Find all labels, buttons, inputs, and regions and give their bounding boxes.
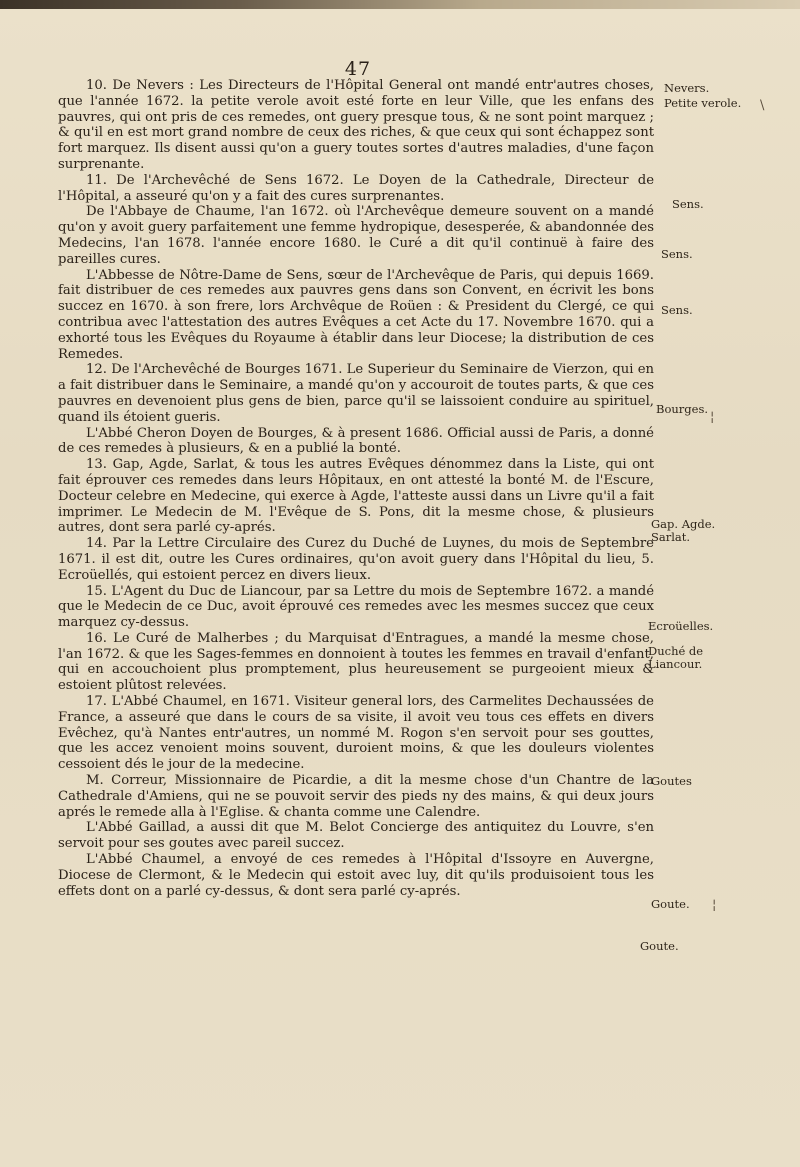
paragraph: 12. De l'Archevêché de Bourges 1671. Le Superieur du Seminaire de Vierzon, qui en a fait distribuer dans le Seminaire, a mandé qu'on y accouroit de toutes parts, & que ces pauvres en devenoient plus gens de bien, parce qu'il se laissoient conduire au spirituel, quand ils étoient gueris. [58, 362, 654, 425]
margin-note: Sens. [672, 197, 704, 211]
paragraph: L'Abbé Cheron Doyen de Bourges, & à present 1686. Official aussi de Paris, a donné de ces remedes à plusieurs, & en a publié la bonté. [58, 425, 654, 457]
margin-note: Gap. Agde. Sarlat. [651, 517, 716, 544]
margin-note: Sens. [661, 303, 693, 317]
paragraph: De l'Abbaye de Chaume, l'an 1672. où l'Archevêque demeure souvent on a mandé qu'on y avoit guery parfaitement une femme hydropique, desesperée, & abandonnée des Medecins, l'an 1678. l'année encore 1680. le Curé a dit qu'il continuë à faire des pareilles cures. [58, 204, 654, 267]
pen-mark: ¦ [712, 898, 717, 913]
margin-note: Nevers. [664, 81, 710, 95]
paragraph: 10. De Nevers : Les Directeurs de l'Hôpital General ont mandé entr'autres choses, que l'année 1672. la petite verole avoit esté forte en leur Ville, que les enfans des pauvres, qui ont pris de ces remedes, ont guery presque tous, & ne sont point marquez ; & qu'il en est mort grand nombre de ceux des riches, & que ceux qui sont échappez sont fort marquez. Ils disent aussi qu'on a guery toutes sortes d'autres maladies, d'une façon surprenante. [58, 78, 654, 172]
margin-note: Sens. [661, 247, 693, 261]
paragraph: 16. Le Curé de Malherbes ; du Marquisat d'Entragues, a mandé la mesme chose, l'an 1672. & que les Sages-femmes en donnoient à toutes les femmes en travail d'enfant, qui en accouchoient plus promptement, plus heureusement se purgeoient mieux & estoient plûtost relevées. [58, 630, 654, 694]
paragraph: 11. De l'Archevêché de Sens 1672. Le Doyen de la Cathedrale, Directeur de l'Hôpital, a asseuré qu'on y a fait des cures surprenantes. [58, 172, 654, 204]
paragraph: 14. Par la Lettre Circulaire des Curez du Duché de Luynes, du mois de Septembre 1671. il est dit, outre les Cures ordinaires, qu'on avoit guery dans l'Hôpital du lieu, 5. Ecroüellés, qui estoient percez en divers lieux. [58, 536, 654, 583]
margin-note: Goute. [651, 897, 690, 911]
pen-mark: ¦ [710, 410, 715, 425]
pen-mark: \ [760, 98, 765, 113]
margin-note: Duché de Liancour. [648, 644, 704, 671]
paragraph: L'Abbé Chaumel, a envoyé de ces remedes à l'Hôpital d'Issoyre en Auvergne, Diocese de Clermont, & le Medecin qui estoit avec luy, dit qu'ils produisoient tous les effets dont on a parlé cy-dessus, & dont sera parlé cy-aprés. [58, 852, 654, 899]
margin-note: Bourges. [656, 402, 709, 416]
margin-note: Petite verole. [664, 96, 742, 110]
margin-note: Goute. [640, 939, 679, 953]
paragraph: L'Abbesse de Nôtre-Dame de Sens, sœur de l'Archevêque de Paris, qui depuis 1669. fait distribuer de ces remedes aux pauvres gens dans son Convent, en écrivit les bons succez en 1670. à son frere, lors Archvêque de Roüen : & President du Clergé, ce qui contribua avec l'attestation des autres Evêques a cet Acte du 17. Novembre 1670. qui a exhorté tous les Evêques du Royaume à établir dans leur Diocese; la distribution de ces Remedes. [58, 267, 654, 362]
paragraph: 15. L'Agent du Duc de Liancour, par sa Lettre du mois de Septembre 1672. a mandé que le Medecin de ce Duc, avoit éprouvé ces remedes avec les mesmes succez que ceux marquez cy-dessus. [58, 583, 654, 631]
paragraph: L'Abbé Gaillad, a aussi dit que M. Belot Concierge des antiquitez du Louvre, s'en servoit pour ses goutes avec pareil succez. [58, 820, 654, 852]
margin-note: Ecroüelles. [648, 619, 714, 633]
paragraph: 13. Gap, Agde, Sarlat, & tous les autres Evêques dénommez dans la Liste, qui ont fait éprouver ces remedes dans leurs Hôpitaux, en ont attesté la bonté M. de l'Escure, Docteur celebre en Medecine, qui exerce à Agde, l'atteste aussi dans un Livre qu'il a fait imprimer. Le Medecin de M. l'Evêque de S. Pons, dit la mesme chose, & plusieurs autres, dont sera parlé cy-aprés. [58, 457, 654, 536]
paragraph: 17. L'Abbé Chaumel, en 1671. Visiteur general lors, des Carmelites Dechaussées de France, a asseuré que dans le cours de sa visite, il avoit veu tous ces effets en divers Evêchez, qu'à Nantes entr'autres, un nommé M. Rogon s'en servoit pour ses gouttes, que les accez venoient moins souvent, duroient moins, & que les douleurs violentes cessoient dés le jour de la medecine. [58, 694, 654, 773]
page-number: 47 [344, 58, 372, 80]
margin-note: Goutes [651, 774, 692, 788]
body-text [58, 78, 654, 899]
page-edge [0, 0, 800, 9]
paragraph: M. Correur, Missionnaire de Picardie, a dit la mesme chose d'un Chantre de la Cathedrale d'Amiens, qui ne se pouvoit servir des pieds ny des mains, & qui deux jours aprés le remede alla à l'Eglise. & chanta comme une Calendre. [58, 773, 654, 820]
